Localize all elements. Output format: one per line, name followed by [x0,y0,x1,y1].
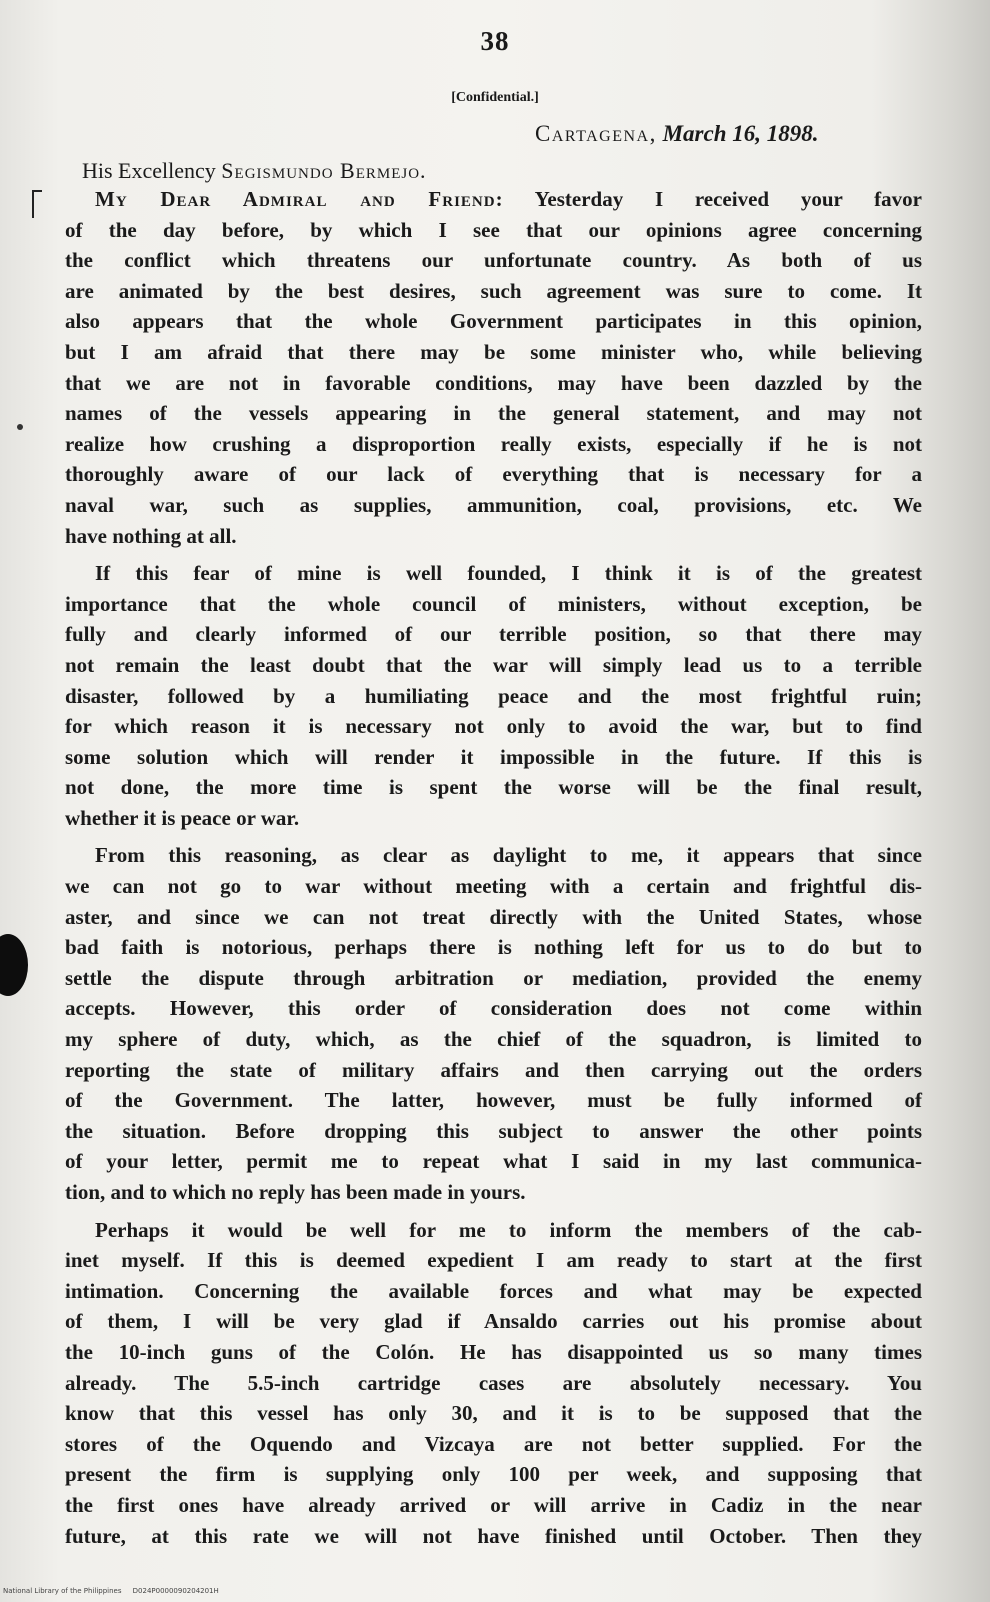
paragraph-1 [65,184,922,551]
binding-shadow [0,934,28,996]
scan-footer [3,1587,219,1595]
text-line: From this reasoning, as clear as daylight to me, it appears that since [95,843,922,868]
text-line: naval war, such as supplies, ammunition, coal, provisions, etc. We [65,492,922,517]
text-line: tion, and to which no reply has been made in yours. [65,1180,526,1204]
salutation-prefix: His Excellency [82,158,216,183]
margin-bracket-mark [32,190,42,218]
paragraph-3 [65,840,922,1207]
footer-credit: National Library of the Philippines [3,1587,122,1595]
confidential-heading: [Confidential.] [451,90,539,105]
text-line: aster, and since we can not treat directly with the United States, whose [65,904,922,929]
text-line: realize how crushing a disproportion really exists, especially if he is not [65,431,922,456]
text-line: that we are not in favorable conditions, may have been dazzled by the [65,370,922,395]
dateline-place: Cartagena, [535,121,657,146]
text-line: already. The 5.5-inch cartridge cases are absolutely necessary. You [65,1370,922,1395]
text-line: some solution which will render it impossible in the future. If this is [65,744,922,769]
text-line: names of the vessels appearing in the general statement, and may not [65,401,922,426]
text-line: future, at this rate we will not have finished until October. Then they [65,1523,922,1548]
text-line: not done, the more time is spent the worse will be the final result, [65,775,922,800]
text-line: My Dear Admiral and Friend: Yesterday I received your favor [95,187,922,211]
dateline-date: March 16, 1898. [662,121,819,146]
text-line: reporting the state of military affairs and then carrying out the orders [65,1057,922,1082]
text-line: of them, I will be very glad if Ansaldo carries out his promise about [65,1309,922,1334]
text-line: the situation. Before dropping this subject to answer the other points [65,1118,922,1143]
text-line: have nothing at all. [65,523,237,548]
text-line: not remain the least doubt that the war will simply lead us to a terrible [65,652,922,677]
text-line: the conflict which threatens our unfortunate country. As both of us [65,248,922,273]
text-line: the 10-inch guns of the Colón. He has disappointed us so many times [65,1339,922,1364]
text-line: importance that the whole council of ministers, without exception, be [65,591,922,616]
text-line: know that this vessel has only 30, and it is to be supposed that the [65,1401,922,1426]
text-line: my sphere of duty, which, as the chief of the squadron, is limited to [65,1027,922,1052]
text-line: of your letter, permit me to repeat what I said in my last communica- [65,1149,922,1174]
text-line: bad faith is notorious, perhaps there is nothing left for us to do but to [65,935,922,960]
paragraph-2 [65,558,922,833]
text-line: disaster, followed by a humiliating peace and the most frightful ruin; [65,683,922,708]
text-line: also appears that the whole Government participates in this opinion, [65,309,922,334]
text-line: intimation. Concerning the available forces and what may be expected [65,1278,922,1303]
text-line: whether it is peace or war. [65,805,300,830]
footer-code: D024P0000090204201H [132,1587,219,1595]
text-line: for which reason it is necessary not only to avoid the war, but to find [65,714,922,739]
text-line: If this fear of mine is well founded, I think it is of the greatest [95,561,922,586]
margin-dot-mark [17,424,23,430]
text-line: accepts. However, this order of consideration does not come within [65,996,922,1021]
text-line: present the firm is supplying only 100 per week, and supposing that [65,1462,922,1487]
text-line: the first ones have already arrived or will arrive in Cadiz in the near [65,1492,922,1517]
text-line: we can not go to war without meeting with a certain and frightful dis- [65,874,922,899]
text-line: inet myself. If this is deemed expedient I am ready to start at the first [65,1248,922,1273]
letter-body [65,184,922,1558]
text-line: of the Government. The latter, however, must be fully informed of [65,1088,922,1113]
dateline [535,121,819,147]
text-line: are animated by the best desires, such agreement was sure to come. It [65,278,922,303]
text-line: of the day before, by which I see that our opinions agree concerning [65,217,922,242]
text-line: Perhaps it would be well for me to inform the members of the cab- [95,1217,922,1242]
text-line: but I am afraid that there may be some minister who, while believing [65,339,922,364]
text-line: fully and clearly informed of our terrible position, so that there may [65,622,922,647]
text-line: thoroughly aware of our lack of everything that is necessary for a [65,462,922,487]
page-number: 38 [480,26,510,56]
salutation-name: Segismundo Bermejo. [221,158,427,183]
letter-opening: My Dear Admiral and Friend: [95,187,504,211]
text-line: stores of the Oquendo and Vizcaya are not better supplied. For the [65,1431,922,1456]
paragraph-4 [65,1215,922,1552]
text-line: settle the dispute through arbitration or mediation, provided the enemy [65,965,922,990]
salutation [82,158,427,184]
